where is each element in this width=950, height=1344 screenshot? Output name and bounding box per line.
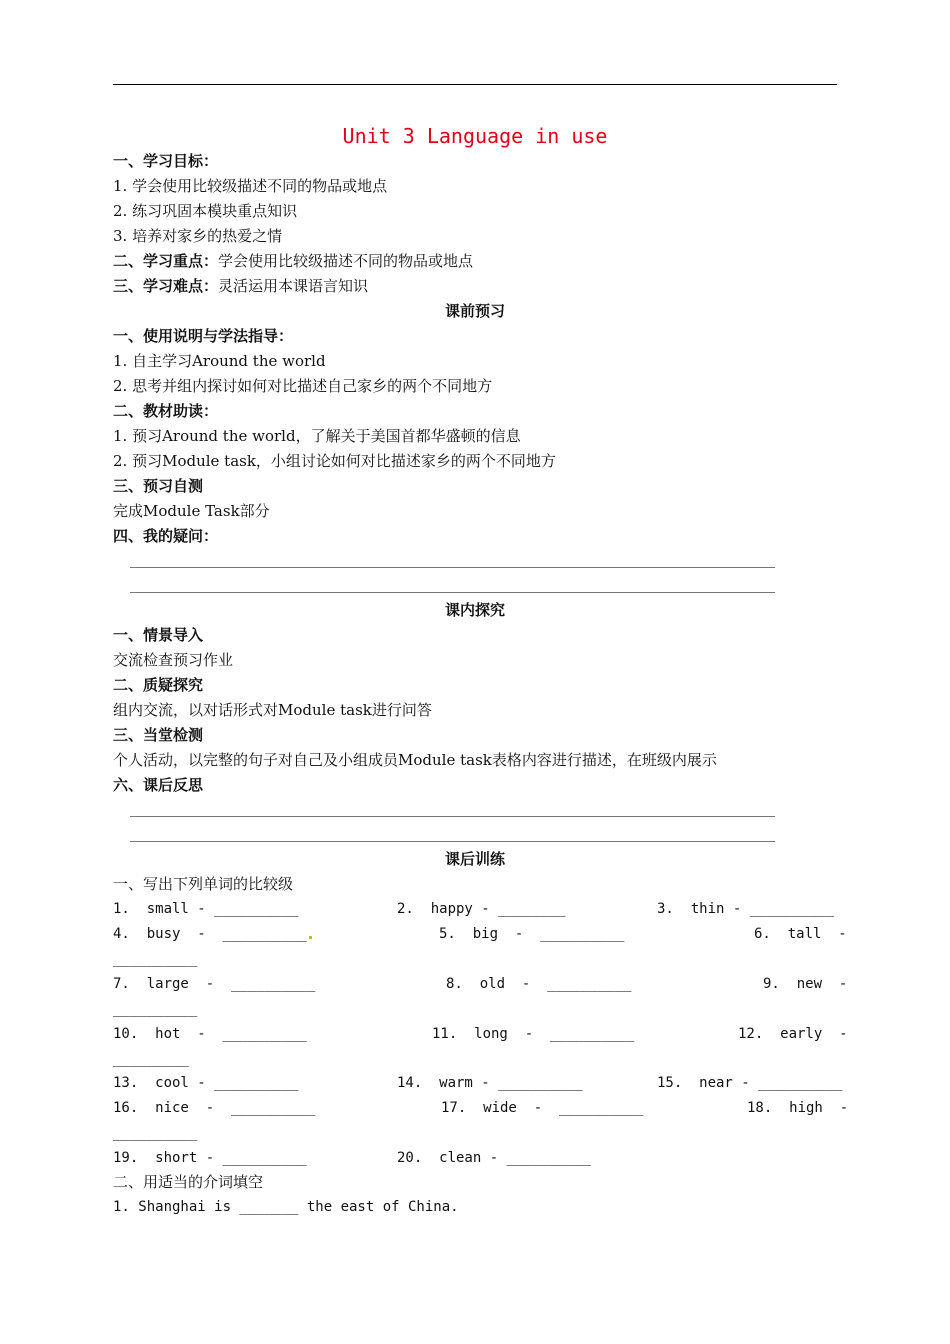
difficulty-heading: 三、学习难点： xyxy=(113,277,219,295)
preview-s4-heading: 四、我的疑问： xyxy=(113,527,219,545)
exercise2-question: 1. Shanghai is _______ the east of China. xyxy=(113,1199,459,1215)
inclass-s3-text: 个人活动，以完整的句子对自己及小组成员Module task表格内容进行描述，在班级内展示 xyxy=(113,751,717,769)
exercise-item: 18. high - xyxy=(747,1100,849,1116)
preview-s3-text: 完成Module Task部分 xyxy=(113,502,270,520)
preview-section-heading: 课前预习 xyxy=(444,302,505,320)
preview-s3-heading: 三、预习自测 xyxy=(113,477,204,495)
exercise-item: 1. small - __________ xyxy=(113,901,299,917)
exercise-item: 17. wide - __________ xyxy=(441,1100,644,1116)
header-rule xyxy=(113,84,837,85)
exercise-item: 12. early - xyxy=(738,1026,848,1042)
preview-s2-heading: 二、教材助读： xyxy=(113,402,219,420)
exercise-item: 11. long - __________ xyxy=(432,1026,635,1042)
inclass-s6-heading: 六、课后反思 xyxy=(113,776,204,794)
exercise-item: 14. warm - __________ xyxy=(397,1075,583,1091)
objective-item: 1. 学会使用比较级描述不同的物品或地点 xyxy=(113,177,388,195)
exercise-item: 16. nice - __________ xyxy=(113,1100,316,1116)
exercise-item: 7. large - __________ xyxy=(113,976,316,992)
exercise-item: 8. old - __________ xyxy=(446,976,632,992)
exercise-item: 5. big - __________ xyxy=(439,926,625,942)
inclass-s2-text: 组内交流，以对话形式对Module task进行问答 xyxy=(113,701,432,719)
inclass-s1-heading: 一、情景导入 xyxy=(113,626,204,644)
answer-blank-line xyxy=(130,567,775,568)
exercise-item: 20. clean - __________ xyxy=(397,1150,591,1166)
exercise-item: 10. hot - __________ xyxy=(113,1026,307,1042)
inclass-s3-heading: 三、当堂检测 xyxy=(113,726,204,744)
exercise-item: 9. new - xyxy=(763,976,848,992)
answer-blank-line xyxy=(130,841,775,842)
ink-speck xyxy=(309,936,312,939)
difficulty-text: 灵活运用本课语言知识 xyxy=(218,277,369,295)
exercise-item: 15. near - __________ xyxy=(657,1075,843,1091)
after-section-heading: 课后训练 xyxy=(444,850,505,868)
preview-s2-item: 1. 预习Around the world，了解关于美国首都华盛顿的信息 xyxy=(113,427,521,445)
exercise-item: 13. cool - __________ xyxy=(113,1075,299,1091)
objective-item: 2. 练习巩固本模块重点知识 xyxy=(113,202,298,220)
exercise1-instruction: 一、写出下列单词的比较级 xyxy=(113,875,294,893)
preview-s1-heading: 一、使用说明与学法指导： xyxy=(113,327,294,345)
inclass-s1-text: 交流检查预习作业 xyxy=(113,651,234,669)
page-title: Unit 3 Language in use xyxy=(342,124,608,148)
preview-s1-item: 1. 自主学习Around the world xyxy=(113,352,326,370)
inclass-section-heading: 课内探究 xyxy=(444,601,505,619)
focus-heading: 二、学习重点： xyxy=(113,252,219,270)
inclass-s2-heading: 二、质疑探究 xyxy=(113,676,204,694)
exercise-item: 2. happy - ________ xyxy=(397,901,566,917)
answer-blank-line xyxy=(130,592,775,593)
exercise-item: 3. thin - __________ xyxy=(657,901,835,917)
objective-item: 3. 培养对家乡的热爱之情 xyxy=(113,227,283,245)
exercise-item: 6. tall - xyxy=(754,926,847,942)
objectives-heading: 一、学习目标： xyxy=(113,152,219,170)
difficulty-line xyxy=(113,276,368,296)
answer-blank-line xyxy=(130,816,775,817)
preview-s2-item: 2. 预习Module task，小组讨论如何对比描述家乡的两个不同地方 xyxy=(113,452,556,470)
focus-text: 学会使用比较级描述不同的物品或地点 xyxy=(218,252,474,270)
exercise-item-wrap: __________ xyxy=(113,1125,198,1141)
exercise-item: 4. busy - __________ xyxy=(113,926,307,942)
exercise-item-wrap: _________ xyxy=(113,1051,189,1067)
focus-line xyxy=(113,251,473,271)
exercise-item-wrap: __________ xyxy=(113,1001,198,1017)
preview-s1-item: 2. 思考并组内探讨如何对比描述自己家乡的两个不同地方 xyxy=(113,377,493,395)
exercise2-instruction: 二、用适当的介词填空 xyxy=(113,1173,264,1191)
exercise-item-wrap: __________ xyxy=(113,951,198,967)
exercise-item: 19. short - __________ xyxy=(113,1150,307,1166)
